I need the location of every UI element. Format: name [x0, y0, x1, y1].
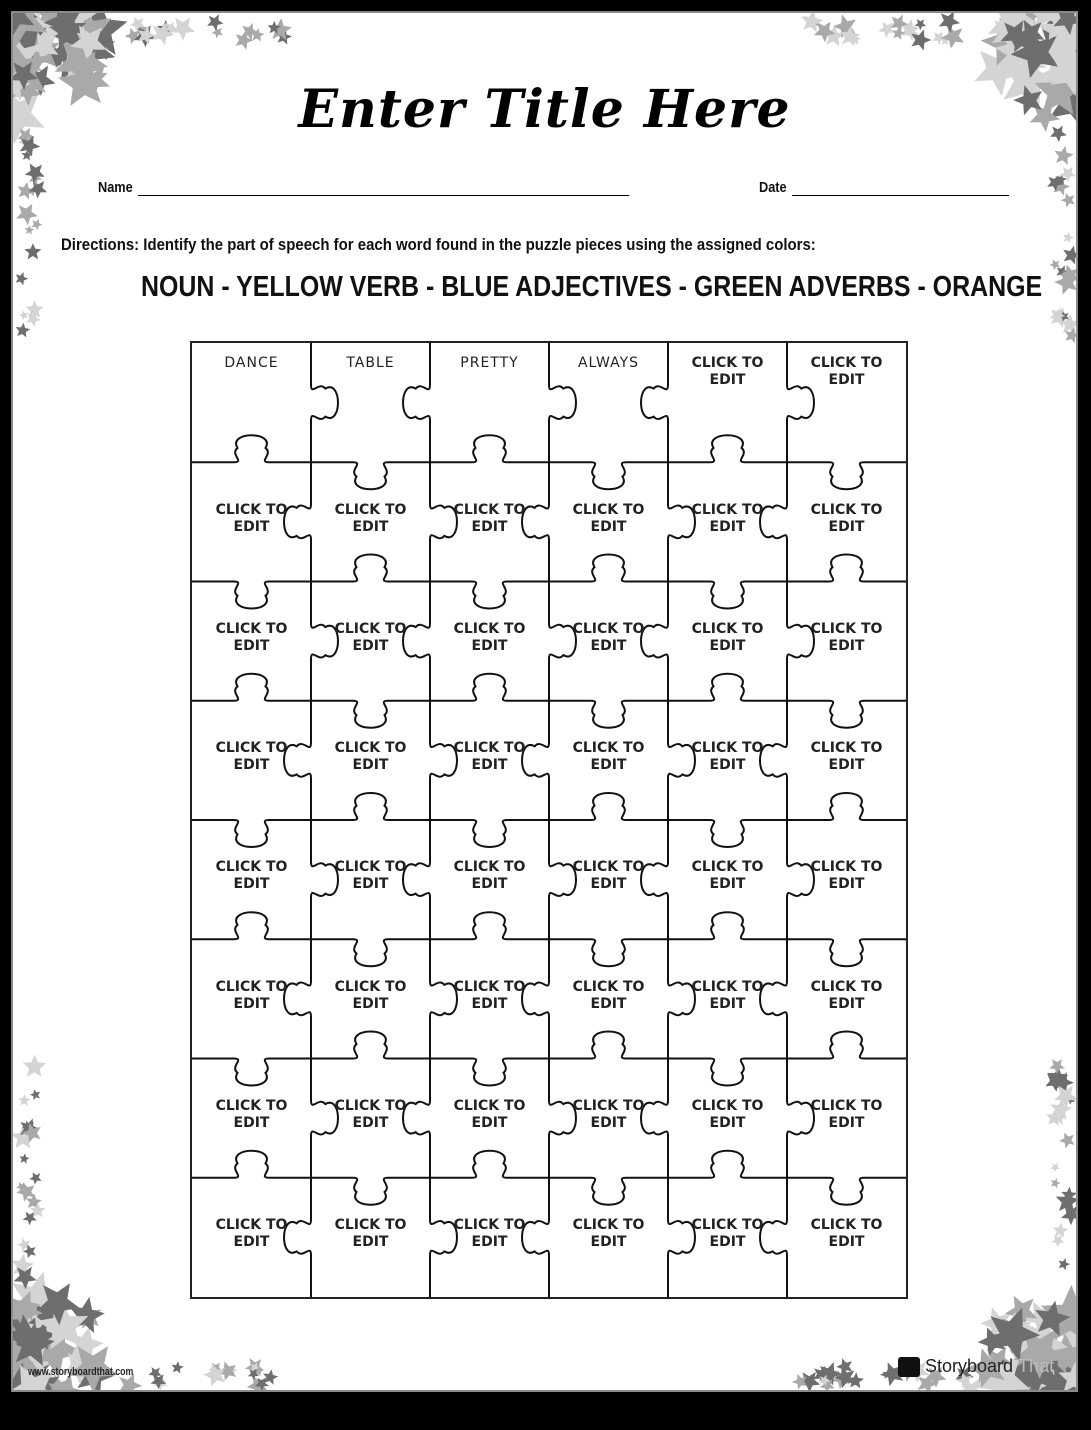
puzzle-piece[interactable]: DANCE: [224, 355, 279, 371]
puzzle-piece[interactable]: PRETTY: [460, 355, 519, 371]
puzzle-piece[interactable]: CLICK TO EDIT: [215, 859, 288, 893]
puzzle-piece[interactable]: CLICK TO EDIT: [453, 501, 526, 535]
worksheet-title[interactable]: Enter Title Here: [298, 79, 791, 140]
puzzle-piece[interactable]: CLICK TO EDIT: [691, 501, 764, 535]
puzzle-piece[interactable]: CLICK TO EDIT: [691, 620, 764, 654]
puzzle-piece[interactable]: CLICK TO EDIT: [810, 740, 883, 774]
puzzle-piece[interactable]: CLICK TO EDIT: [334, 501, 407, 535]
puzzle-piece[interactable]: CLICK TO EDIT: [215, 620, 288, 654]
puzzle-piece[interactable]: CLICK TO EDIT: [453, 1097, 526, 1131]
puzzle-piece[interactable]: CLICK TO EDIT: [334, 978, 407, 1012]
puzzle-piece[interactable]: CLICK TO EDIT: [691, 1217, 764, 1251]
date-label: Date: [759, 179, 787, 196]
puzzle-piece[interactable]: CLICK TO EDIT: [453, 740, 526, 774]
puzzle-piece[interactable]: CLICK TO EDIT: [334, 1097, 407, 1131]
puzzle-piece[interactable]: CLICK TO EDIT: [810, 978, 883, 1012]
puzzle-piece[interactable]: CLICK TO EDIT: [215, 740, 288, 774]
puzzle-piece[interactable]: CLICK TO EDIT: [334, 620, 407, 654]
worksheet-page: [11, 11, 1078, 1392]
puzzle-piece[interactable]: CLICK TO EDIT: [334, 1217, 407, 1251]
speech-bubble-icon: [898, 1357, 920, 1377]
storyboardthat-logo: [898, 1356, 1054, 1377]
puzzle-piece[interactable]: CLICK TO EDIT: [572, 978, 645, 1012]
puzzle-piece[interactable]: ALWAYS: [577, 355, 640, 371]
puzzle-piece[interactable]: CLICK TO EDIT: [215, 978, 288, 1012]
puzzle-piece[interactable]: CLICK TO EDIT: [572, 859, 645, 893]
puzzle-piece[interactable]: CLICK TO EDIT: [572, 1097, 645, 1131]
puzzle-piece[interactable]: CLICK TO EDIT: [691, 978, 764, 1012]
puzzle-piece[interactable]: CLICK TO EDIT: [691, 859, 764, 893]
puzzle-piece[interactable]: CLICK TO EDIT: [334, 740, 407, 774]
brand-name: Storyboard: [925, 1356, 1014, 1376]
directions-text[interactable]: Directions: Identify the part of speech for each word found in the puzzle pieces using the assigned colors:: [61, 235, 816, 254]
puzzle-piece[interactable]: CLICK TO EDIT: [215, 1097, 288, 1131]
brand-suffix: That: [1018, 1356, 1055, 1376]
puzzle-piece[interactable]: CLICK TO EDIT: [334, 859, 407, 893]
puzzle-piece[interactable]: CLICK TO EDIT: [572, 501, 645, 535]
date-field[interactable]: [759, 179, 1008, 196]
puzzle-piece[interactable]: CLICK TO EDIT: [810, 859, 883, 893]
puzzle-piece[interactable]: CLICK TO EDIT: [215, 501, 288, 535]
puzzle-piece[interactable]: CLICK TO EDIT: [691, 355, 764, 388]
puzzle-piece[interactable]: CLICK TO EDIT: [810, 1097, 883, 1131]
puzzle-outline: [192, 343, 906, 1297]
puzzle-piece[interactable]: CLICK TO EDIT: [453, 1217, 526, 1251]
puzzle-piece[interactable]: CLICK TO EDIT: [691, 1097, 764, 1131]
puzzle-grid: [190, 341, 908, 1299]
puzzle-piece[interactable]: CLICK TO EDIT: [810, 620, 883, 654]
puzzle-piece[interactable]: CLICK TO EDIT: [453, 620, 526, 654]
footer-url: www.storyboardthat.com: [28, 1366, 134, 1378]
puzzle-piece[interactable]: CLICK TO EDIT: [810, 355, 883, 388]
puzzle-piece[interactable]: CLICK TO EDIT: [572, 740, 645, 774]
puzzle-piece[interactable]: CLICK TO EDIT: [572, 620, 645, 654]
color-legend[interactable]: NOUN - YELLOW VERB - BLUE ADJECTIVES - GREEN ADVERBS - ORANGE: [141, 271, 1043, 303]
name-line[interactable]: [138, 181, 629, 196]
puzzle-piece[interactable]: CLICK TO EDIT: [572, 1217, 645, 1251]
puzzle-piece[interactable]: TABLE: [346, 355, 395, 371]
puzzle-piece[interactable]: CLICK TO EDIT: [691, 740, 764, 774]
date-line[interactable]: [792, 181, 1009, 196]
name-label: Name: [98, 179, 133, 196]
puzzle-piece[interactable]: CLICK TO EDIT: [215, 1217, 288, 1251]
puzzle-piece[interactable]: CLICK TO EDIT: [810, 501, 883, 535]
puzzle-piece[interactable]: CLICK TO EDIT: [810, 1217, 883, 1251]
name-field[interactable]: [98, 179, 629, 196]
puzzle-piece[interactable]: CLICK TO EDIT: [453, 978, 526, 1012]
puzzle-piece[interactable]: CLICK TO EDIT: [453, 859, 526, 893]
